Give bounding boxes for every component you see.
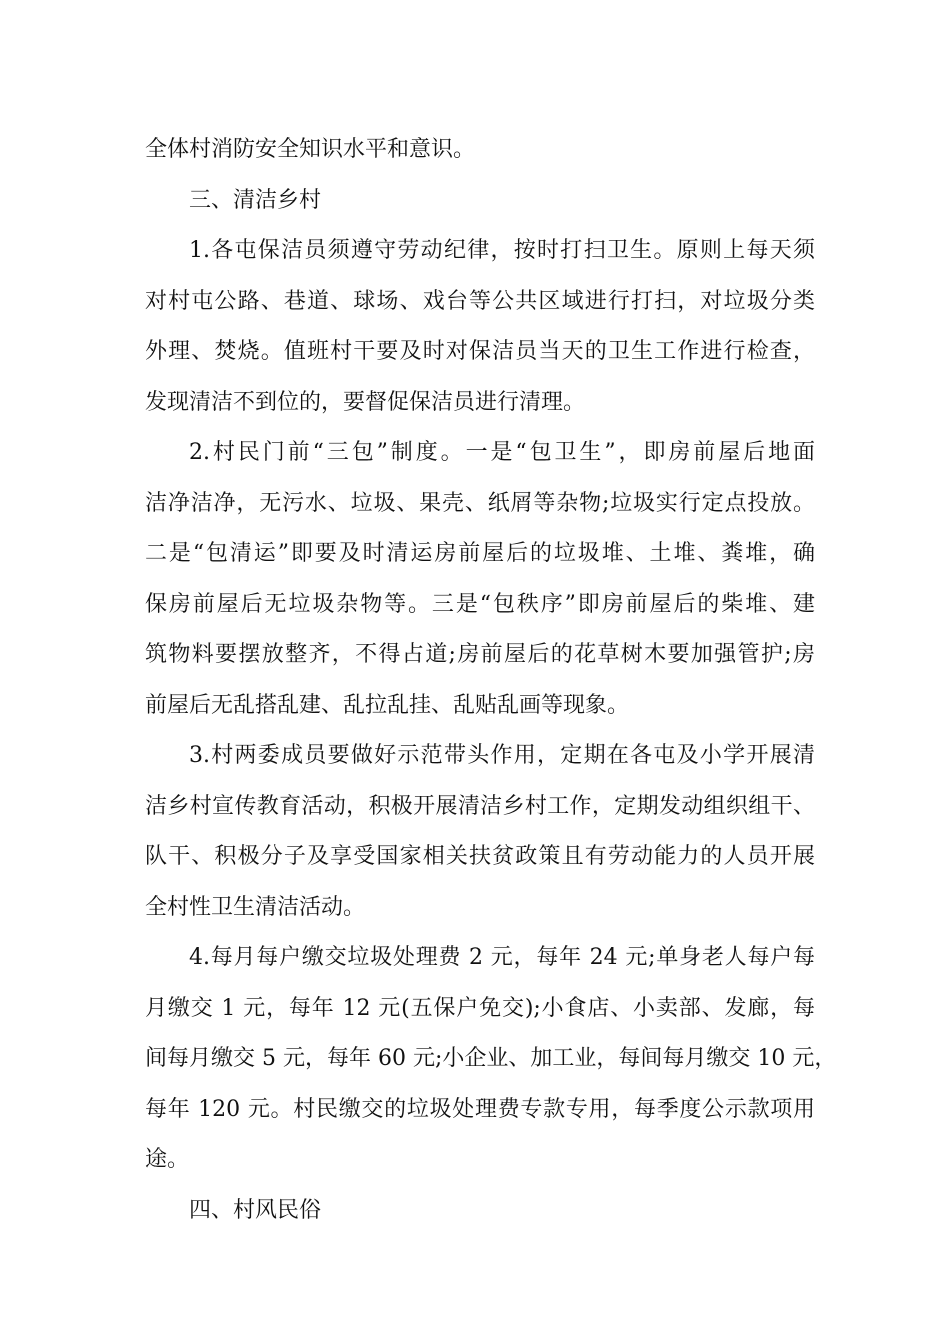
paragraph-line: 对村屯公路、巷道、球场、戏台等公共区域进行打扫，对垃圾分类 — [145, 288, 815, 314]
paragraph-line: 前屋后无乱搭乱建、乱拉乱挂、乱贴乱画等现象。 — [145, 692, 630, 718]
paragraph-line: 3.村两委成员要做好示范带头作用，定期在各屯及小学开展清 — [189, 743, 815, 768]
paragraph-line: 每年 120 元。村民缴交的垃圾处理费专款专用，每季度公示款项用 — [145, 1096, 815, 1122]
paragraph-line: 月缴交 1 元，每年 12 元(五保户免交);小食店、小卖部、发廊，每 — [145, 995, 815, 1021]
continuation-line: 全体村消防安全知识水平和意识。 — [145, 137, 476, 162]
paragraph-line: 间每月缴交 5 元，每年 60 元;小企业、加工业，每间每月缴交 10 元， — [145, 1046, 837, 1071]
paragraph-line: 筑物料要摆放整齐，不得占道;房前屋后的花草树木要加强管护;房 — [145, 642, 815, 667]
paragraph-line: 2.村民门前“三包”制度。一是“包卫生”，即房前屋后地面 — [189, 440, 815, 465]
paragraph-line: 二是“包清运”即要及时清运房前屋后的垃圾堆、土堆、粪堆，确 — [145, 541, 815, 566]
paragraph-1 — [145, 226, 815, 428]
paragraph-line: 1.各屯保洁员须遵守劳动纪律，按时打扫卫生。原则上每天须 — [189, 238, 815, 263]
document-body — [145, 125, 837, 1236]
paragraph-4 — [145, 933, 837, 1186]
paragraph-line: 全村性卫生清洁活动。 — [145, 894, 366, 920]
paragraph-line: 洁乡村宣传教育活动，积极开展清洁乡村工作，定期发动组织组干、 — [145, 793, 815, 819]
paragraph-2 — [145, 428, 815, 731]
paragraph-line: 途。 — [145, 1147, 190, 1172]
section-heading-clean-village: 三、清洁乡村 — [189, 187, 322, 213]
section-heading-village-customs: 四、村风民俗 — [189, 1197, 322, 1223]
paragraph-3 — [145, 731, 815, 933]
paragraph-line: 4.每月每户缴交垃圾处理费 2 元，每年 24 元;单身老人每户每 — [189, 945, 815, 970]
paragraph-line: 洁净洁净，无污水、垃圾、果壳、纸屑等杂物;垃圾实行定点投放。 — [145, 490, 815, 516]
paragraph-line: 外理、焚烧。值班村干要及时对保洁员当天的卫生工作进行检查， — [145, 339, 815, 364]
paragraph-line: 发现清洁不到位的，要督促保洁员进行清理。 — [145, 389, 586, 415]
paragraph-line: 队干、积极分子及享受国家相关扶贫政策且有劳动能力的人员开展 — [145, 844, 815, 869]
paragraph-line: 保房前屋后无垃圾杂物等。三是“包秩序”即房前屋后的柴堆、建 — [145, 591, 815, 617]
